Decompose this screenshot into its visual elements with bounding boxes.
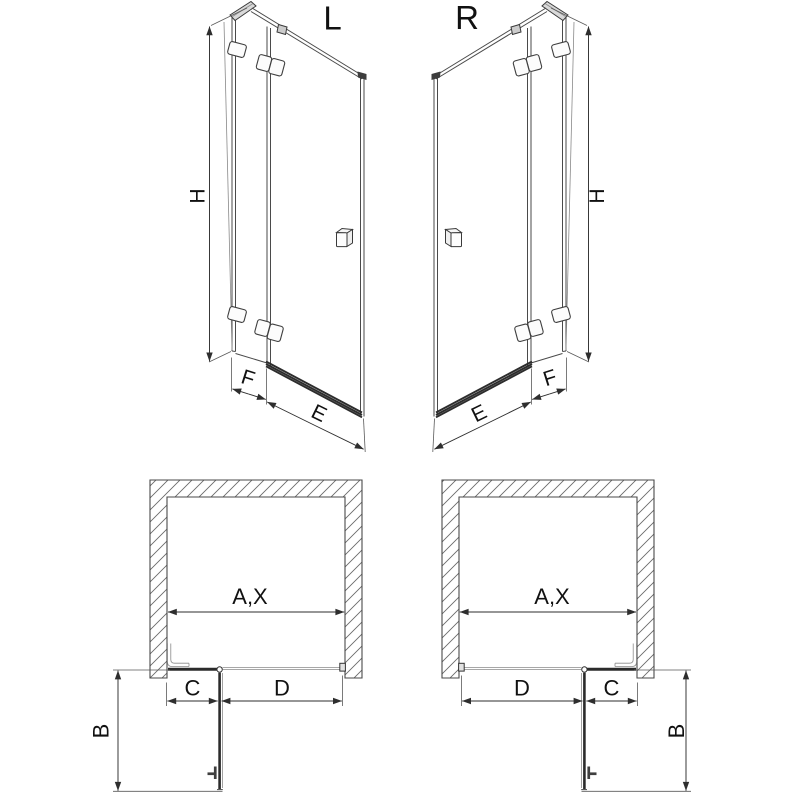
label-door-swing-left: B xyxy=(88,723,114,739)
elevation-left-drawing xyxy=(209,2,367,453)
door-handle-knob xyxy=(337,229,353,247)
label-fixed-segment-left: C xyxy=(184,675,201,701)
hinge-stile xyxy=(267,27,271,366)
label-opening-width-left: A,X xyxy=(232,584,268,609)
wall-profile-column xyxy=(232,16,236,352)
label-fixed-width-right: F xyxy=(540,365,560,392)
plan-left-drawing xyxy=(113,612,345,791)
elevation-right-drawing xyxy=(432,2,590,453)
label-door-swing-right: B xyxy=(664,723,689,739)
label-door-segment-right: D xyxy=(514,675,530,701)
label-fixed-segment-right: C xyxy=(603,675,620,701)
label-variant-left: L xyxy=(323,0,342,37)
label-door-segment-left: D xyxy=(274,675,290,701)
label-door-width-right: E xyxy=(467,400,491,428)
label-height-left: H xyxy=(186,188,210,204)
label-opening-width-right: A,X xyxy=(534,584,570,609)
plan-right-drawing xyxy=(459,612,691,791)
label-height-right: H xyxy=(586,188,609,204)
label-door-width-left: E xyxy=(307,400,331,428)
wall-profile-plan xyxy=(168,644,190,667)
door-edge-pillar xyxy=(361,76,365,417)
label-fixed-width-left: F xyxy=(238,365,258,392)
label-variant-right: R xyxy=(455,0,479,36)
door-handle-plan xyxy=(208,767,217,780)
magnet-profile xyxy=(340,663,346,671)
bar-clamp-fitting xyxy=(277,25,287,35)
fixed-panel-bottom-edge xyxy=(232,351,267,363)
hinge-pivot xyxy=(217,667,222,672)
hinge-top-wall xyxy=(227,41,247,58)
hinge-bottom-wall xyxy=(227,306,247,323)
plan-right-walls xyxy=(442,480,654,678)
wall-profile-back-edge xyxy=(224,22,232,350)
closed-door-line xyxy=(223,667,341,669)
plan-left-walls xyxy=(150,480,362,678)
